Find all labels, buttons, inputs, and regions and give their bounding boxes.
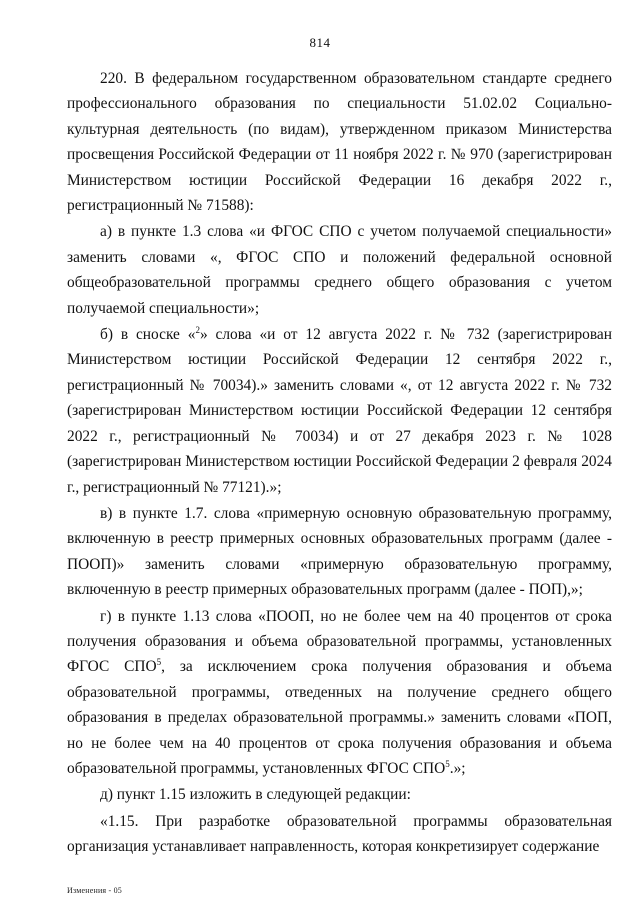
footer-revision-note: Изменения - 05: [67, 886, 122, 895]
page-number: 814: [309, 35, 331, 50]
paragraph-g-text-middle: , за исключением срока получения образования и объема образовательной программы, отведенных на получение среднего общего образования в пределах образовательной программы.» заменить словами «ПОП, но не более чем на 40 процентов от срока получения образования и объема образовательной программы, установленных ФГОС СПО: [67, 658, 612, 777]
paragraph-b-text-end: » слова «и от 12 августа 2022 г. № 732 (зарегистрирован Министерством юстиции Российской Федерации 12 сентября 2022 г., регистрационный № 70034).» заменить словами «, от 12 августа 2022 г. № 732 (зарегистрирован Министерством юстиции Российской Федерации 12 сентября 2022 г., регистрационный № 70034) и от 27 декабря 2023 г. № 1028 (зарегистрирован Министерством юстиции Российской Федерации 2 февраля 2024 г., регистрационный № 77121).»;: [67, 326, 612, 496]
paragraph-d: д) пункт 1.15 изложить в следующей редакции:: [100, 786, 411, 804]
paragraph-a: а) в пункте 1.3 слова «и ФГОС СПО с учетом получаемой специальности» заменить словами «, ФГОС СПО и положений федеральной основной общеобразовательной программы среднего общего образования с учетом получаемой специальности»;: [67, 223, 612, 317]
paragraph-b-text-start: б) в сноске «: [100, 326, 196, 344]
footnote-ref-2: 2: [195, 324, 200, 335]
paragraph-1-15: «1.15. При разработке образовательной программы образовательная организация устанавливает направленность, которая конкретизирует содержание: [67, 812, 612, 856]
paragraph-v: в) в пункте 1.7. слова «примерную основную образовательную программу, включенную в реестр примерных основных образовательных программ (далее - ПООП)» заменить словами «примерную образовательную программу, включенную в реестр примерных образовательных программ (далее - ПОП),»;: [67, 504, 612, 599]
footnote-ref-5-second: 5: [445, 758, 450, 769]
footnote-ref-5: 5: [156, 657, 162, 668]
paragraph-220: 220. В федеральном государственном образовательном стандарте среднего профессионального образования по специальности 51.02.02 Социально-культурная деятельность (по видам), утвержденном приказом Министерства просвещения Российской Федерации от 11 ноября 2022 г. № 970 (зарегистрирован Министерством юстиции Российской Федерации 16 декабря 2022 г., регистрационный № 71588):: [67, 70, 612, 215]
paragraph-g-text-start: г) в пункте 1.13 слова «ПООП, но не более чем на 40 процентов от срока получения образования и объема образовательной программы, установленных ФГОС СПО: [67, 607, 612, 676]
paragraph-g-text-end: .»;: [449, 759, 466, 777]
paragraph-g: [67, 604, 612, 782]
document-body: [67, 66, 612, 860]
paragraph-b: [67, 322, 612, 500]
